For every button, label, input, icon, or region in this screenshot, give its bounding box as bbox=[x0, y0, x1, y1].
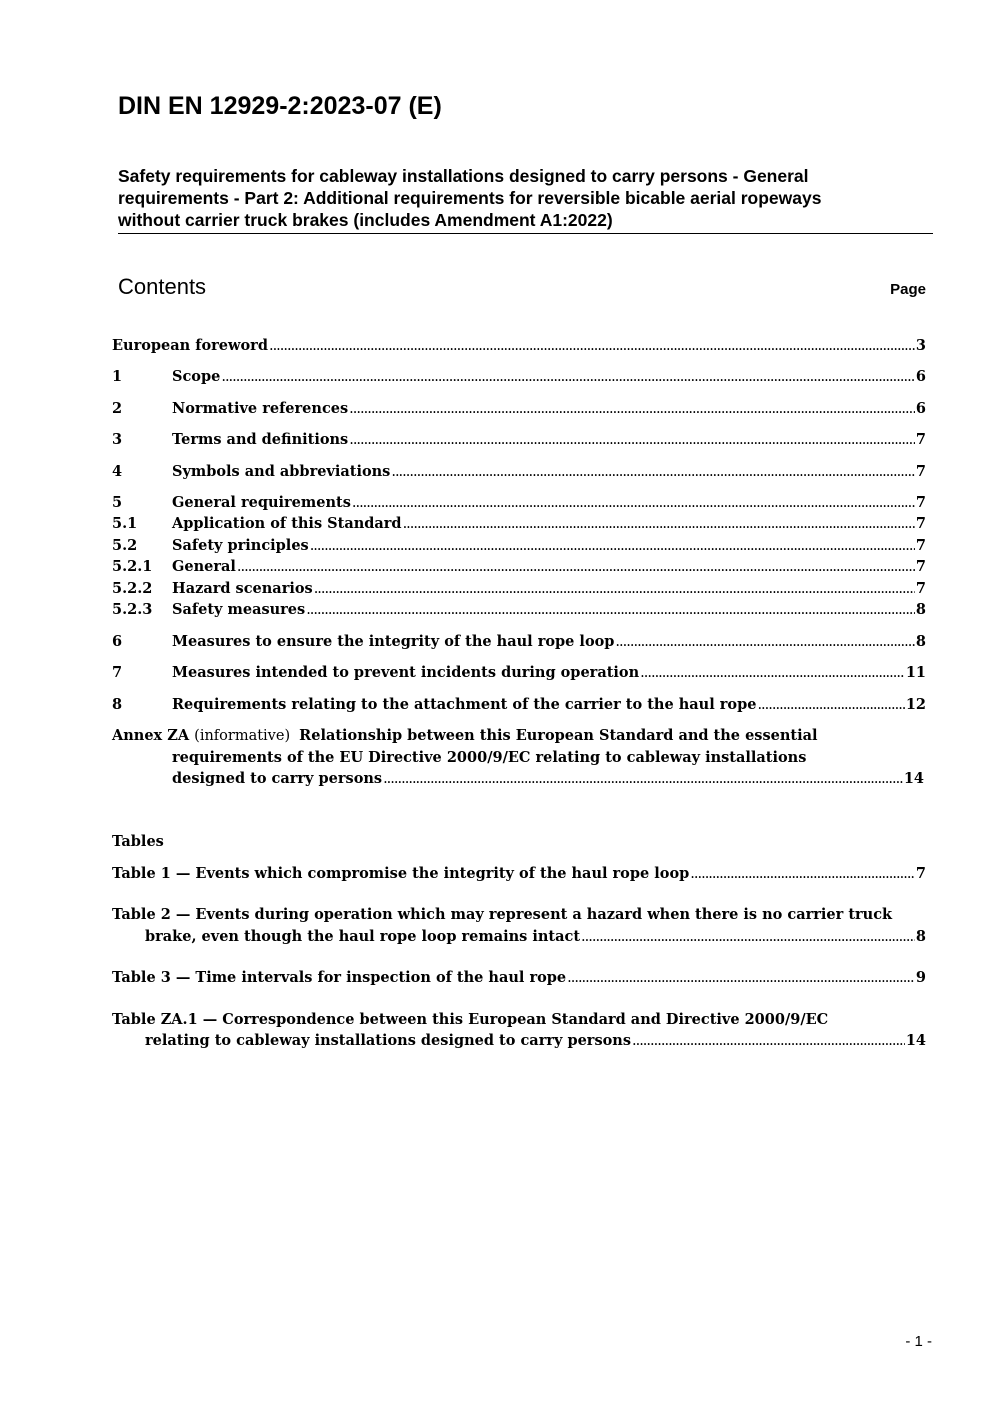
table-entry-page: 9 bbox=[915, 969, 926, 986]
annex-qualifier: (informative) bbox=[194, 728, 291, 744]
leader-dots bbox=[349, 401, 915, 417]
toc-entry-title: General bbox=[172, 558, 236, 575]
toc-entry-title: Safety measures bbox=[172, 601, 306, 618]
page-number: - 1 - bbox=[905, 1333, 932, 1350]
page-column-label: Page bbox=[890, 281, 926, 298]
toc-entry-title: Scope bbox=[172, 368, 221, 385]
leader-dots bbox=[403, 516, 915, 532]
toc-entry[interactable] bbox=[112, 537, 926, 558]
leader-dots bbox=[221, 369, 915, 385]
toc-entry-page: 6 bbox=[915, 368, 926, 385]
leader-dots bbox=[640, 665, 905, 681]
subtitle-line: Safety requirements for cableway installations designed to carry persons - General bbox=[118, 166, 809, 186]
table-entry-page: 14 bbox=[905, 1032, 926, 1049]
toc-entry-page: 7 bbox=[915, 580, 926, 597]
toc-entry[interactable] bbox=[112, 601, 926, 622]
table-entry[interactable] bbox=[112, 865, 926, 886]
toc-entry-number: 5.2.2 bbox=[112, 580, 153, 597]
toc-entry[interactable] bbox=[112, 515, 926, 536]
annex-prefix: Annex ZA bbox=[112, 727, 190, 744]
toc-entry-title: General requirements bbox=[172, 494, 351, 511]
toc-entry-number: 5 bbox=[112, 494, 123, 511]
toc-entry-page: 7 bbox=[915, 558, 926, 575]
toc-entry-page: 8 bbox=[915, 633, 926, 650]
table-entry-title: Table 3 — Time intervals for inspection of the haul rope bbox=[112, 969, 567, 986]
table-entry-title: Table 1 — Events which compromise the integrity of the haul rope loop bbox=[112, 865, 690, 882]
subtitle-line: requirements - Part 2: Additional requirements for reversible bicable aerial ropeways bbox=[118, 188, 822, 208]
table-entry-title-cont: brake, even though the haul rope loop remains intact bbox=[145, 928, 581, 945]
leader-dots bbox=[391, 464, 915, 480]
annex-line bbox=[112, 727, 818, 748]
toc-entry-number: 5.1 bbox=[112, 515, 138, 532]
toc-entry-title: Terms and definitions bbox=[172, 431, 349, 448]
table-entry-last-line bbox=[145, 928, 926, 949]
toc-entry[interactable] bbox=[112, 580, 926, 601]
toc-entry-page: 3 bbox=[915, 337, 926, 354]
toc-entry-page: 7 bbox=[915, 537, 926, 554]
annex-last-line bbox=[172, 770, 924, 791]
toc-entry-number: 4 bbox=[112, 463, 123, 480]
table-entry-last-line bbox=[145, 1032, 926, 1053]
table-entry[interactable] bbox=[112, 969, 926, 990]
toc-entry-title: Normative references bbox=[172, 400, 349, 417]
leader-dots bbox=[567, 970, 915, 986]
annex-title-line: requirements of the EU Directive 2000/9/EC relating to cableway installations bbox=[172, 749, 807, 766]
toc-entry-foreword[interactable] bbox=[112, 337, 926, 358]
table-entry-page: 7 bbox=[915, 865, 926, 882]
toc-entry[interactable] bbox=[112, 558, 926, 579]
leader-dots bbox=[690, 866, 915, 882]
toc-entry-page: 7 bbox=[915, 515, 926, 532]
leader-dots bbox=[314, 581, 915, 597]
leader-dots bbox=[581, 929, 915, 945]
toc-entry-number: 3 bbox=[112, 431, 123, 448]
leader-dots bbox=[615, 634, 914, 650]
toc-entry-page: 14 bbox=[903, 770, 924, 787]
toc-entry[interactable] bbox=[112, 696, 926, 717]
tables-heading: Tables bbox=[112, 833, 164, 850]
toc-entry-title: Requirements relating to the attachment of the carrier to the haul rope bbox=[172, 696, 757, 713]
toc-entry[interactable] bbox=[112, 664, 926, 685]
toc-entry[interactable] bbox=[112, 368, 926, 389]
toc-entry-title: Measures intended to prevent incidents during operation bbox=[172, 664, 640, 681]
toc-entry-number: 6 bbox=[112, 633, 123, 650]
table-entry-title: Table ZA.1 — Correspondence between this European Standard and Directive 2000/9/EC bbox=[112, 1011, 829, 1028]
table-entry-title-cont: relating to cableway installations designed to carry persons bbox=[145, 1032, 631, 1049]
leader-dots bbox=[349, 432, 915, 448]
leader-dots bbox=[237, 559, 915, 575]
toc-entry-page: 12 bbox=[905, 696, 926, 713]
toc-entry-number: 5.2 bbox=[112, 537, 138, 554]
document-subtitle bbox=[118, 165, 933, 234]
toc-entry-page: 11 bbox=[905, 664, 926, 681]
subtitle-line: without carrier truck brakes (includes Amendment A1:2022) bbox=[118, 210, 613, 230]
leader-dots bbox=[632, 1033, 905, 1049]
toc-entry[interactable] bbox=[112, 400, 926, 421]
toc-entry-number: 7 bbox=[112, 664, 123, 681]
leader-dots bbox=[269, 338, 915, 354]
toc-entry-number: 2 bbox=[112, 400, 123, 417]
toc-entry-page: 7 bbox=[915, 463, 926, 480]
toc-entry-page: 7 bbox=[915, 431, 926, 448]
leader-dots bbox=[352, 495, 915, 511]
toc-entry-title: Measures to ensure the integrity of the haul rope loop bbox=[172, 633, 615, 650]
toc-entry[interactable] bbox=[112, 494, 926, 515]
toc-entry-title: Symbols and abbreviations bbox=[172, 463, 391, 480]
table-entry-page: 8 bbox=[915, 928, 926, 945]
toc-entry-title: Application of this Standard bbox=[172, 515, 402, 532]
toc-entry-page: 7 bbox=[915, 494, 926, 511]
toc-entry-page: 8 bbox=[915, 601, 926, 618]
toc-entry-number: 5.2.1 bbox=[112, 558, 153, 575]
annex-title-line: Relationship between this European Standard and the essential bbox=[299, 727, 818, 744]
leader-dots bbox=[306, 602, 915, 618]
toc-entry-title: Safety principles bbox=[172, 537, 309, 554]
toc-entry-title: Hazard scenarios bbox=[172, 580, 313, 597]
toc-entry-number: 5.2.3 bbox=[112, 601, 153, 618]
toc-entry-title: European foreword bbox=[112, 337, 268, 354]
contents-heading: Contents bbox=[118, 274, 207, 299]
table-entry-title: Table 2 — Events during operation which may represent a hazard when there is no carrier truck bbox=[112, 906, 893, 923]
toc-entry-page: 6 bbox=[915, 400, 926, 417]
leader-dots bbox=[757, 697, 904, 713]
toc-entry[interactable] bbox=[112, 463, 926, 484]
toc-entry-number: 8 bbox=[112, 696, 123, 713]
leader-dots bbox=[310, 538, 915, 554]
toc-entry[interactable] bbox=[112, 431, 926, 452]
document-id: DIN EN 12929-2:2023-07 (E) bbox=[118, 92, 442, 120]
toc-entry[interactable] bbox=[112, 633, 926, 654]
leader-dots bbox=[383, 771, 903, 787]
annex-title-line: designed to carry persons bbox=[172, 770, 383, 787]
toc-entry-number: 1 bbox=[112, 368, 123, 385]
